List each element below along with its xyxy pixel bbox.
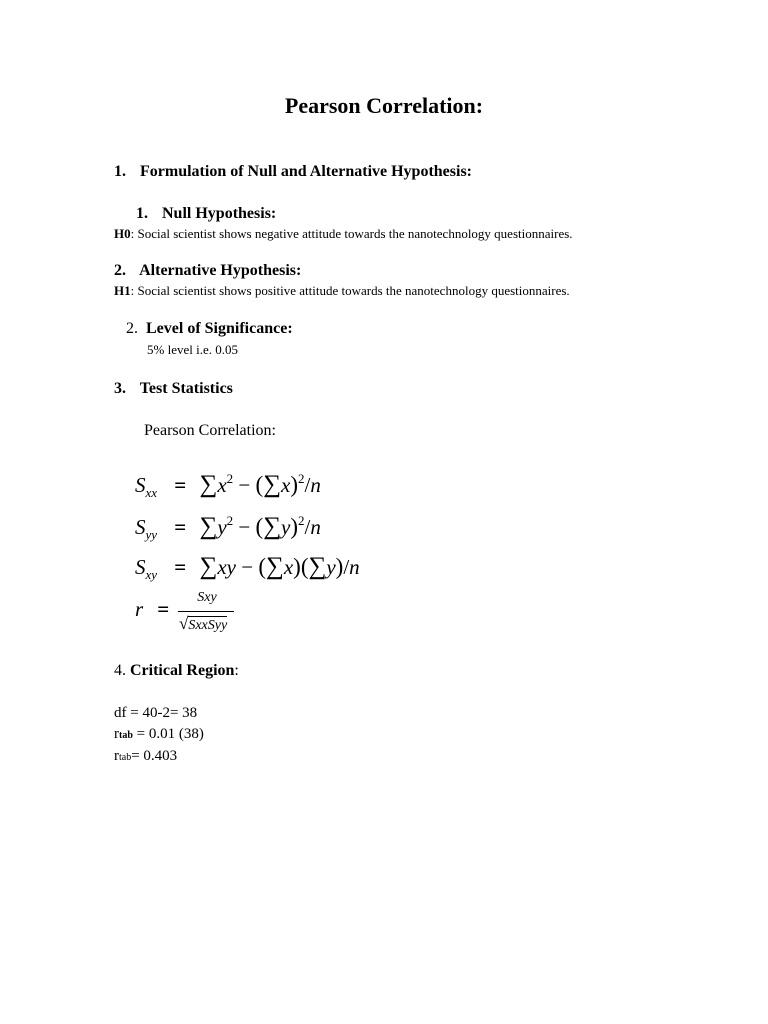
formula-syy: $S_{yy} = \sum y^2 - (\sum y)^2/n$ xyxy=(135,513,321,542)
section-2-title: Level of Significance: xyxy=(146,320,293,337)
section-3-heading xyxy=(114,380,233,398)
section-4-number: 4. xyxy=(114,662,126,679)
section-3-title: Test Statistics xyxy=(139,380,233,397)
alternative-hypothesis-heading xyxy=(114,262,301,280)
null-hypothesis-label: H0 xyxy=(114,226,131,241)
alternative-hypothesis-label: H1 xyxy=(114,283,131,298)
formula-r-denominator: √SxxSyy xyxy=(179,614,228,633)
alternative-hypothesis-title: Alternative Hypothesis: xyxy=(139,262,302,279)
formula-sxx: $S_{xx} = \sum x^2 - (\sum x)^2/n$ xyxy=(135,471,321,500)
formula-r-fraction-bar xyxy=(178,611,234,612)
alternative-hypothesis-statement xyxy=(114,283,570,299)
section-3-number: 3. xyxy=(114,380,126,397)
null-hypothesis-title: Null Hypothesis: xyxy=(162,205,277,222)
null-hypothesis-number: 1. xyxy=(136,205,148,222)
section-4-heading: 4. Critical Region: xyxy=(114,662,239,679)
section-2-number: 2. xyxy=(126,320,138,337)
formula-sxy: $S_{xy} = \sum xy - (\sum x)(\sum y)/n$ xyxy=(135,553,360,582)
formula-r-numerator: Sxy xyxy=(197,590,217,605)
section-1-title: Formulation of Null and Alternative Hypothesis: xyxy=(140,163,473,180)
null-hypothesis-text: : Social scientist shows negative attitude towards the nanotechnology questionnaires. xyxy=(130,226,573,241)
test-statistic-subtitle: Pearson Correlation: xyxy=(144,422,276,439)
section-4-title: Critical Region xyxy=(130,662,235,679)
r-tab-significance: rtab = 0.01 (38) xyxy=(114,726,204,742)
page-title: Pearson Correlation: xyxy=(284,93,484,118)
section-1-number: 1. xyxy=(114,163,126,180)
null-hypothesis-heading xyxy=(136,205,276,223)
null-hypothesis-statement xyxy=(114,226,573,242)
formula-r-left: r = xyxy=(135,597,170,621)
section-1-heading xyxy=(114,163,472,181)
degrees-of-freedom: df = 40-2= 38 xyxy=(114,705,198,721)
significance-level-text: 5% level i.e. 0.05 xyxy=(147,342,238,357)
alternative-hypothesis-text: : Social scientist shows positive attitude towards the nanotechnology questionnaires. xyxy=(130,283,570,298)
alternative-hypothesis-number: 2. xyxy=(114,262,126,279)
r-tab-value: rtab= 0.403 xyxy=(114,748,178,764)
section-2-heading xyxy=(126,320,293,338)
